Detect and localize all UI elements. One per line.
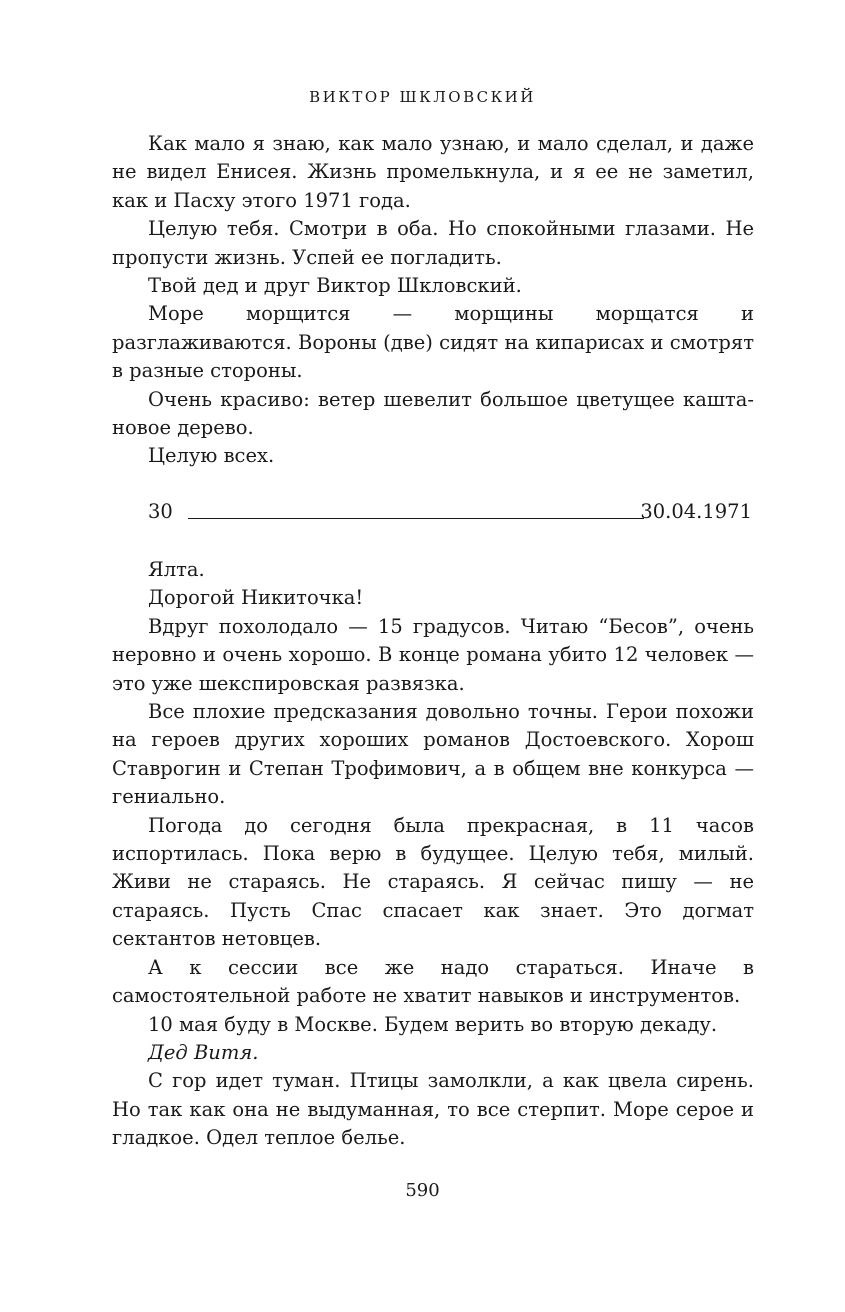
header-rule bbox=[188, 518, 644, 519]
letter-date: 30.04.1971 bbox=[640, 500, 752, 523]
page-number: 590 bbox=[405, 1180, 440, 1201]
paragraph: А к сессии все же надо стараться. Иначе в самостоятельной работе не хватит навыков и инструментов. bbox=[112, 955, 754, 1008]
paragraph: Погода до сегодня была прекрасная, в 11 часов испортилась. Пока верю в будущее. Целую тебя, милый. Живи не стараясь. Не стараясь. Я сейчас пишу — не стараясь. Пусть Спас спасает как знает. Это догмат сектантов нетовцев. bbox=[112, 813, 754, 951]
paragraph: Все плохие предсказания довольно точны. Герои похожи на героев других хороших романов Достоевского. Хорош Ставрогин и Степан Трофимович, а в общем вне конкурса — гениально. bbox=[112, 700, 754, 809]
paragraph: Как мало я знаю, как мало узнаю, и мало сделал, и даже не видел Енисея. Жизнь промелькнула, и я ее не заметил, как и Пасху этого 1971 года. bbox=[112, 132, 754, 212]
letter-number: 30 bbox=[148, 500, 173, 523]
paragraph: Вдруг похолодало — 15 градусов. Читаю “Бесов”, очень неровно и очень хорошо. В конце романа убито 12 человек — это уже шекспировская развязка. bbox=[112, 614, 754, 695]
letter-29-text bbox=[112, 130, 754, 471]
paragraph: Очень красиво: ветер шевелит большое цветущее каштановое дерево. bbox=[112, 387, 754, 440]
paragraph-place: Ялта. bbox=[148, 558, 205, 581]
running-head: ВИКТОР ШКЛОВСКИЙ bbox=[309, 88, 536, 106]
paragraph-salutation: Дорогой Никиточка! bbox=[148, 586, 364, 610]
signature: Дед Витя. bbox=[148, 1040, 259, 1064]
paragraph: Твой дед и друг Виктор Шкловский. bbox=[148, 274, 522, 298]
paragraph: Море морщится — морщины морщатся и разглаживаются. Вороны (две) сидят на кипарисах и смотрят в разные стороны. bbox=[112, 302, 754, 383]
paragraph: С гор идет туман. Птицы замолкли, а как цвела сирень. Но так как она не выдуманная, то все стерпит. Море серое и гладкое. Одел теплое белье. bbox=[112, 1069, 754, 1150]
paragraph: 10 мая буду в Москве. Будем верить во вторую декаду. bbox=[148, 1012, 718, 1036]
letter-30-text bbox=[112, 556, 754, 1153]
paragraph: Целую тебя. Смотри в оба. Но спокойными глазами. Не пропусти жизнь. Успей ее погладить. bbox=[112, 217, 754, 269]
letter-header bbox=[148, 500, 752, 530]
paragraph: Целую всех. bbox=[148, 444, 275, 468]
